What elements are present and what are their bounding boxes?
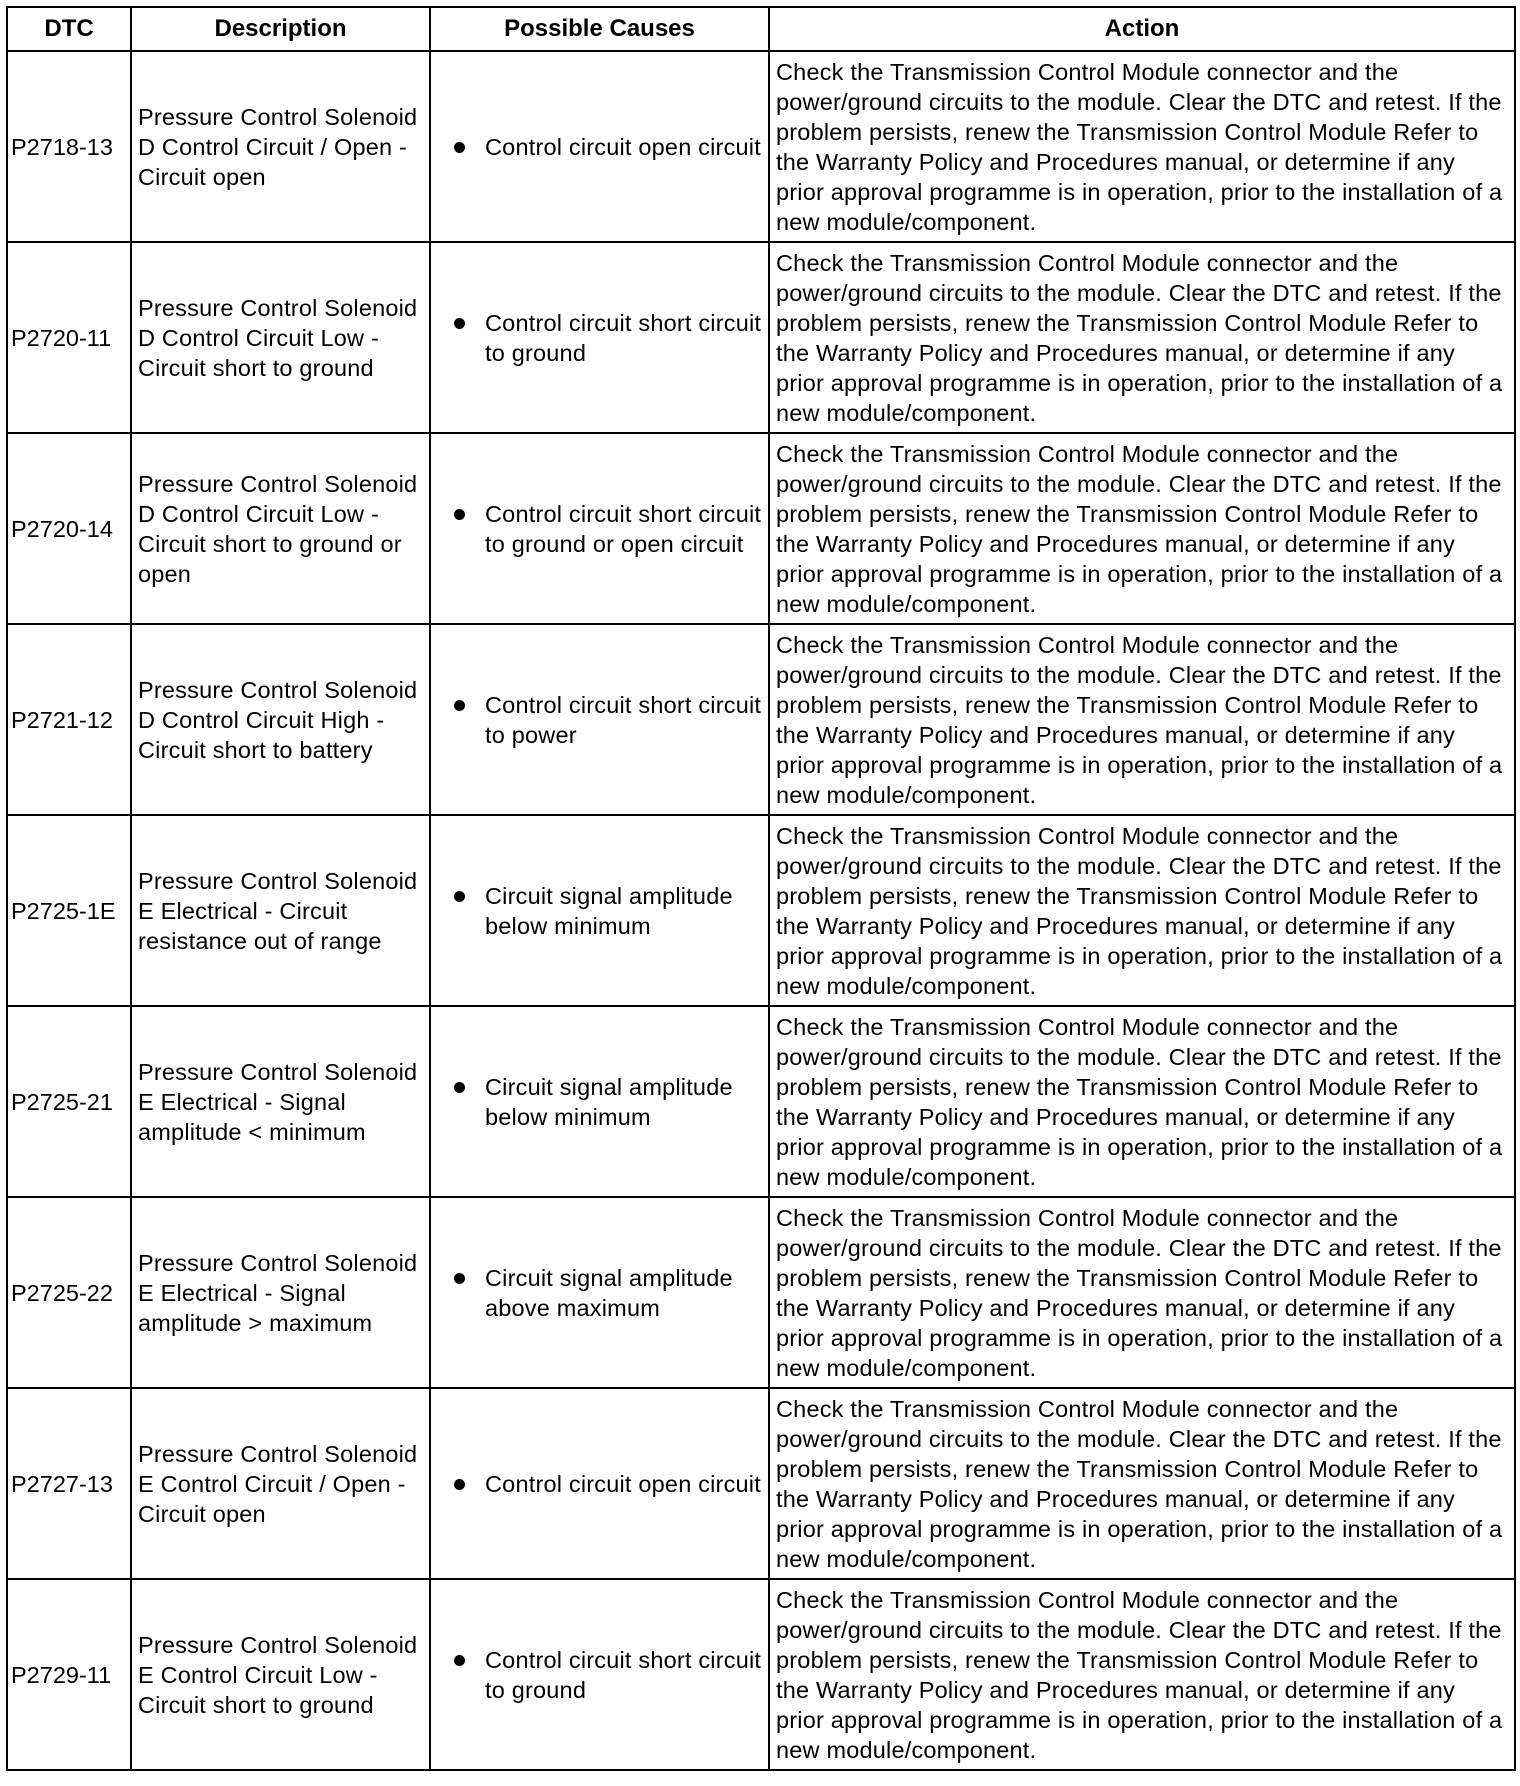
action-text: Check the Transmission Control Module connector and the power/ground circuits to the module. Clear the DTC and retest. If the problem persists, renew the Transmission Control Module Refer to the Warranty Policy and Procedures manual, or determine if any prior approval programme is in operation, prior to the installation of a new module/component. (769, 51, 1515, 242)
table-row (7, 1579, 1515, 1770)
bullet-icon (454, 1273, 465, 1284)
bullet-icon (454, 509, 465, 520)
possible-causes-cell (430, 1006, 769, 1197)
dtc-description: Pressure Control Solenoid D Control Circuit Low - Circuit short to ground (131, 242, 430, 433)
cause-text: Control circuit short circuit to ground (485, 1646, 762, 1703)
action-text: Check the Transmission Control Module connector and the power/ground circuits to the module. Clear the DTC and retest. If the problem persists, renew the Transmission Control Module Refer to the Warranty Policy and Procedures manual, or determine if any prior approval programme is in operation, prior to the installation of a new module/component. (769, 242, 1515, 433)
dtc-code: P2720-11 (7, 242, 131, 433)
dtc-description: Pressure Control Solenoid E Control Circuit / Open - Circuit open (131, 1388, 430, 1579)
possible-causes-cell (430, 815, 769, 1006)
cause-text: Circuit signal amplitude above maximum (485, 1264, 733, 1321)
cause-text: Control circuit open circuit (485, 1470, 761, 1497)
cause-item (449, 1263, 764, 1323)
possible-causes-cell (430, 433, 769, 624)
bullet-icon (454, 1479, 465, 1490)
header-dtc: DTC (7, 7, 131, 51)
cause-item (449, 132, 764, 162)
cause-item (449, 881, 764, 941)
bullet-icon (454, 1655, 465, 1666)
dtc-description: Pressure Control Solenoid E Electrical - Signal amplitude > maximum (131, 1197, 430, 1388)
possible-causes-cell (430, 1197, 769, 1388)
action-text: Check the Transmission Control Module connector and the power/ground circuits to the module. Clear the DTC and retest. If the problem persists, renew the Transmission Control Module Refer to the Warranty Policy and Procedures manual, or determine if any prior approval programme is in operation, prior to the installation of a new module/component. (769, 433, 1515, 624)
header-action: Action (769, 7, 1515, 51)
cause-item (449, 1645, 764, 1705)
dtc-code: P2727-13 (7, 1388, 131, 1579)
bullet-icon (454, 700, 465, 711)
action-text: Check the Transmission Control Module connector and the power/ground circuits to the module. Clear the DTC and retest. If the problem persists, renew the Transmission Control Module Refer to the Warranty Policy and Procedures manual, or determine if any prior approval programme is in operation, prior to the installation of a new module/component. (769, 1006, 1515, 1197)
bullet-icon (454, 142, 465, 153)
dtc-code: P2720-14 (7, 433, 131, 624)
possible-causes-cell (430, 51, 769, 242)
cause-item (449, 499, 764, 559)
possible-causes-cell (430, 242, 769, 433)
cause-text: Circuit signal amplitude below minimum (485, 882, 733, 939)
cause-text: Control circuit short circuit to ground or open circuit (485, 500, 762, 557)
table-row (7, 51, 1515, 242)
cause-text: Control circuit short circuit to power (485, 691, 762, 748)
action-text: Check the Transmission Control Module connector and the power/ground circuits to the module. Clear the DTC and retest. If the problem persists, renew the Transmission Control Module Refer to the Warranty Policy and Procedures manual, or determine if any prior approval programme is in operation, prior to the installation of a new module/component. (769, 815, 1515, 1006)
cause-item (449, 308, 764, 368)
dtc-description: Pressure Control Solenoid E Control Circuit Low - Circuit short to ground (131, 1579, 430, 1770)
dtc-code: P2725-1E (7, 815, 131, 1006)
cause-text: Control circuit short circuit to ground (485, 309, 762, 366)
dtc-code: P2721-12 (7, 624, 131, 815)
table-row (7, 1197, 1515, 1388)
cause-item (449, 1072, 764, 1132)
header-possible-causes: Possible Causes (430, 7, 769, 51)
table-body (7, 51, 1515, 1770)
bullet-icon (454, 1082, 465, 1093)
table-row (7, 1006, 1515, 1197)
dtc-table-container (6, 6, 1514, 1771)
dtc-description: Pressure Control Solenoid E Electrical - Circuit resistance out of range (131, 815, 430, 1006)
dtc-table (6, 6, 1516, 1771)
dtc-code: P2725-21 (7, 1006, 131, 1197)
dtc-description: Pressure Control Solenoid D Control Circuit / Open - Circuit open (131, 51, 430, 242)
action-text: Check the Transmission Control Module connector and the power/ground circuits to the module. Clear the DTC and retest. If the problem persists, renew the Transmission Control Module Refer to the Warranty Policy and Procedures manual, or determine if any prior approval programme is in operation, prior to the installation of a new module/component. (769, 1388, 1515, 1579)
action-text: Check the Transmission Control Module connector and the power/ground circuits to the module. Clear the DTC and retest. If the problem persists, renew the Transmission Control Module Refer to the Warranty Policy and Procedures manual, or determine if any prior approval programme is in operation, prior to the installation of a new module/component. (769, 1197, 1515, 1388)
possible-causes-cell (430, 1579, 769, 1770)
table-header (7, 7, 1515, 51)
cause-item (449, 1469, 764, 1499)
cause-item (449, 690, 764, 750)
dtc-code: P2725-22 (7, 1197, 131, 1388)
dtc-code: P2718-13 (7, 51, 131, 242)
dtc-code: P2729-11 (7, 1579, 131, 1770)
action-text: Check the Transmission Control Module connector and the power/ground circuits to the module. Clear the DTC and retest. If the problem persists, renew the Transmission Control Module Refer to the Warranty Policy and Procedures manual, or determine if any prior approval programme is in operation, prior to the installation of a new module/component. (769, 1579, 1515, 1770)
bullet-icon (454, 891, 465, 902)
dtc-description: Pressure Control Solenoid E Electrical - Signal amplitude < minimum (131, 1006, 430, 1197)
possible-causes-cell (430, 624, 769, 815)
table-row (7, 1388, 1515, 1579)
action-text: Check the Transmission Control Module connector and the power/ground circuits to the module. Clear the DTC and retest. If the problem persists, renew the Transmission Control Module Refer to the Warranty Policy and Procedures manual, or determine if any prior approval programme is in operation, prior to the installation of a new module/component. (769, 624, 1515, 815)
table-row (7, 624, 1515, 815)
possible-causes-cell (430, 1388, 769, 1579)
cause-text: Circuit signal amplitude below minimum (485, 1073, 733, 1130)
table-row (7, 433, 1515, 624)
header-row (7, 7, 1515, 51)
table-row (7, 815, 1515, 1006)
header-description: Description (131, 7, 430, 51)
dtc-description: Pressure Control Solenoid D Control Circuit High - Circuit short to battery (131, 624, 430, 815)
table-row (7, 242, 1515, 433)
cause-text: Control circuit open circuit (485, 133, 761, 160)
bullet-icon (454, 318, 465, 329)
dtc-description: Pressure Control Solenoid D Control Circuit Low - Circuit short to ground or open (131, 433, 430, 624)
